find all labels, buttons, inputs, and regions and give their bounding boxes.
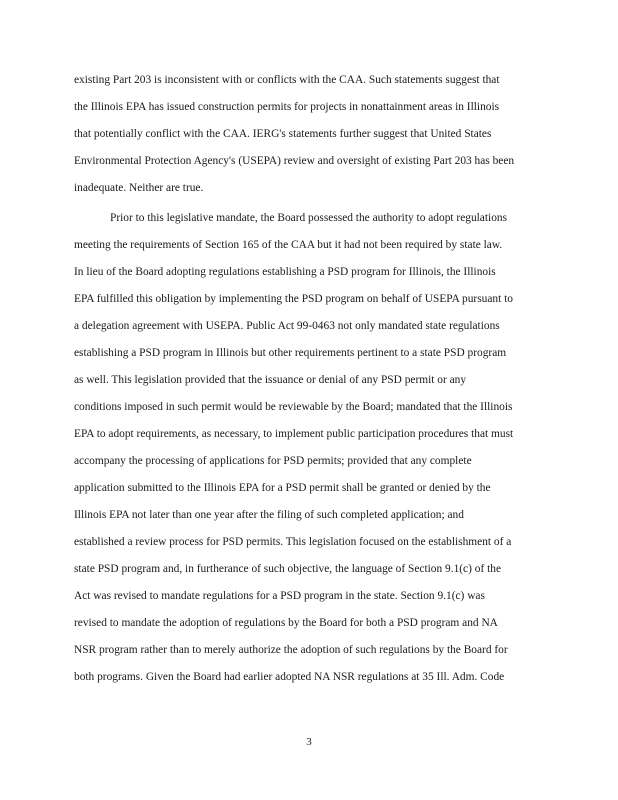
text-line-18: established a review process for PSD permits. This legislation focused on the establishment of a — [74, 536, 512, 548]
text-line-11: establishing a PSD program in Illinois but other requirements pertinent to a state PSD program — [74, 347, 507, 359]
text-line-1: existing Part 203 is inconsistent with or conflicts with the CAA. Such statements suggest that — [74, 74, 500, 86]
text-line-3: that potentially conflict with the CAA. IERG's statements further suggest that United States — [74, 128, 492, 140]
text-line-19: state PSD program and, in furtherance of such objective, the language of Section 9.1(c) of the — [74, 563, 502, 575]
text-line-16: application submitted to the Illinois EPA for a PSD permit shall be granted or denied by the — [74, 482, 491, 494]
text-line-2: the Illinois EPA has issued construction permits for projects in nonattainment areas in Illinois — [74, 101, 500, 113]
text-line-22: NSR program rather than to merely authorize the adoption of such regulations by the Board for — [74, 644, 508, 656]
text-line-8: In lieu of the Board adopting regulations establishing a PSD program for Illinois, the Illinois — [74, 266, 496, 278]
paragraph-2-first-line: Prior to this legislative mandate, the Board possessed the authority to adopt regulations — [110, 212, 508, 224]
text-line-13: conditions imposed in such permit would be reviewable by the Board; mandated that the Illinois — [74, 401, 513, 413]
text-line-12: as well. This legislation provided that the issuance or denial of any PSD permit or any — [74, 374, 467, 386]
text-line-15: accompany the processing of applications for PSD permits; provided that any complete — [74, 455, 472, 467]
text-line-7: meeting the requirements of Section 165 of the CAA but it had not been required by state law. — [74, 239, 503, 251]
text-line-20: Act was revised to mandate regulations for a PSD program in the state. Section 9.1(c) was — [74, 590, 485, 602]
text-line-23: both programs. Given the Board had earlier adopted NA NSR regulations at 35 Ill. Adm. Code — [74, 671, 505, 683]
text-line-21: revised to mandate the adoption of regulations by the Board for both a PSD program and NA — [74, 617, 498, 629]
page-number: 3 — [306, 736, 312, 748]
text-line-10: a delegation agreement with USEPA. Public Act 99-0463 not only mandated state regulations — [74, 320, 500, 332]
text-line-17: Illinois EPA not later than one year after the filing of such completed application; and — [74, 509, 464, 521]
text-line-5: inadequate. Neither are true. — [74, 182, 204, 194]
text-line-9: EPA fulfilled this obligation by implementing the PSD program on behalf of USEPA pursuant to — [74, 293, 513, 305]
text-line-14: EPA to adopt requirements, as necessary, to implement public participation procedures that must — [74, 428, 514, 440]
text-line-4: Environmental Protection Agency's (USEPA) review and oversight of existing Part 203 has been — [74, 155, 515, 167]
